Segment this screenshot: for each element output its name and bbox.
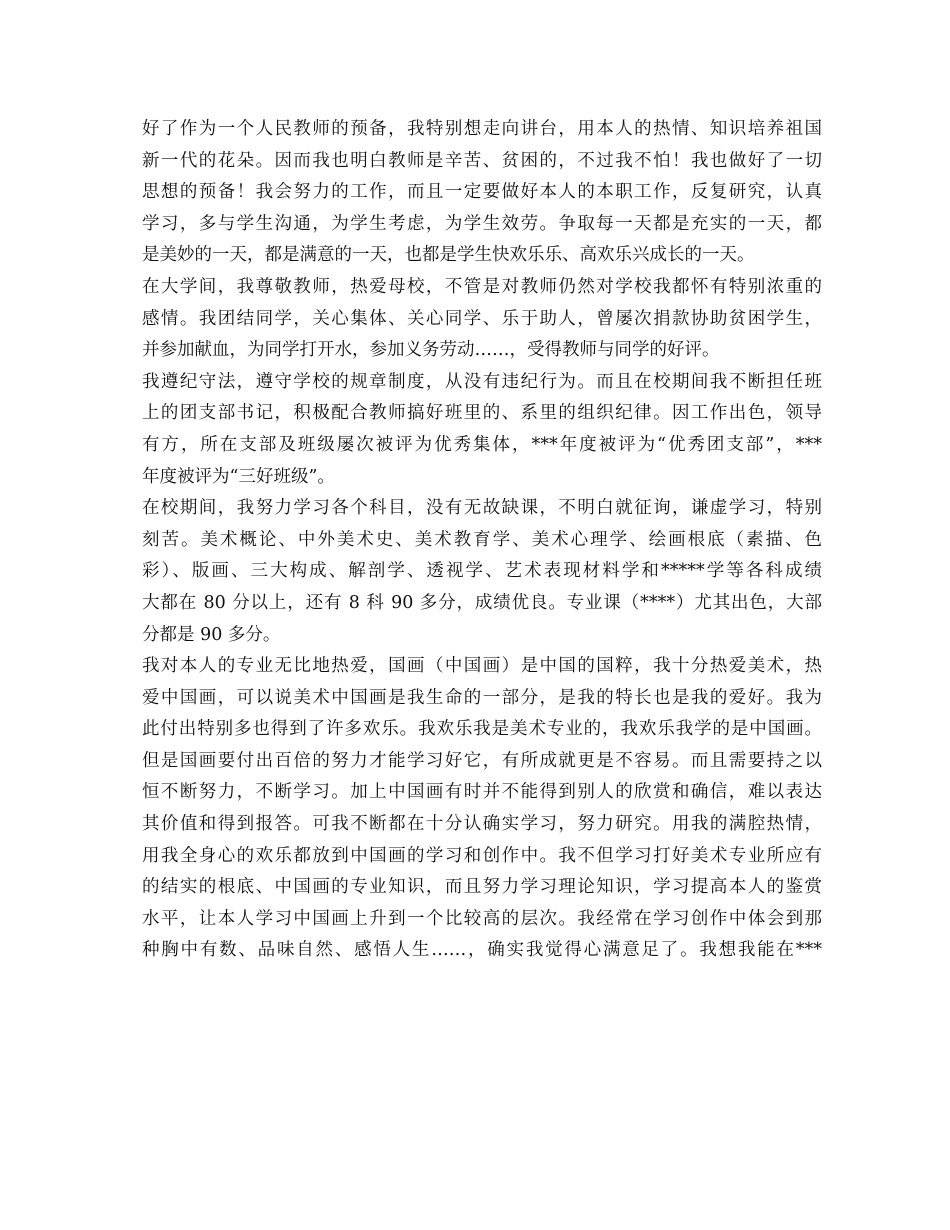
text-line: 思想的预备！我会努力的工作，而且一定要做好本人的本职工作，反复研究，认真 xyxy=(142,182,822,203)
text-line: 爱中国画，可以说美术中国画是我生命的一部分，是我的特长也是我的爱好。我为 xyxy=(142,687,822,708)
paragraph xyxy=(142,272,822,367)
text-line: 的结实的根底、中国画的专业知识，而且努力学习理论知识，学习提高本人的鉴赏 xyxy=(142,877,822,898)
document-body xyxy=(142,114,822,967)
text-line: 此付出特别多也得到了许多欢乐。我欢乐我是美术专业的，我欢乐我学的是中国画。 xyxy=(142,719,822,740)
text-line: 上的团支部书记，积极配合教师搞好班里的、系里的组织纪律。因工作出色，领导 xyxy=(142,403,822,424)
text-line: 刻苦。美术概论、中外美术史、美术教育学、美术心理学、绘画根底（素描、色 xyxy=(142,529,822,550)
text-line: 新一代的花朵。因而我也明白教师是辛苦、贫困的，不过我不怕！我也做好了一切 xyxy=(142,150,822,171)
text-line: 我遵纪守法，遵守学校的规章制度，从没有违纪行为。而且在校期间我不断担任班 xyxy=(142,371,822,392)
text-line: 其价值和得到报答。可我不断都在十分认确实学习，努力研究。用我的满腔热情， xyxy=(142,814,822,835)
text-line: 用我全身心的欢乐都放到中国画的学习和创作中。我不但学习打好美术专业所应有 xyxy=(142,845,822,866)
paragraph xyxy=(142,493,822,651)
text-line: 学习，多与学生沟通，为学生考虑，为学生效劳。争取每一天都是充实的一天，都 xyxy=(142,213,822,234)
text-line: 并参加献血，为同学打开水，参加义务劳动……，受得教师与同学的好评。 xyxy=(142,340,720,361)
text-line: 有方，所在支部及班级屡次被评为优秀集体，***年度被评为“优秀团支部”，*** xyxy=(142,434,822,455)
text-line: 分都是 90 多分。 xyxy=(142,624,281,645)
text-line: 彩）、版画、三大构成、解剖学、透视学、艺术表现材料学和*****学等各科成绩 xyxy=(142,561,822,582)
text-line: 在校期间，我努力学习各个科目，没有无故缺课，不明白就征询，谦虚学习，特别 xyxy=(142,498,822,519)
text-line: 在大学间，我尊敬教师，热爱母校，不管是对教师仍然对学校我都怀有特别浓重的 xyxy=(142,276,822,297)
text-line: 但是国画要付出百倍的努力才能学习好它，有所成就更是不容易。而且需要持之以 xyxy=(142,750,822,771)
text-line: 好了作为一个人民教师的预备，我特别想走向讲台，用本人的热情、知识培养祖国 xyxy=(142,119,822,139)
text-line: 种胸中有数、品味自然、感悟人生……，确实我觉得心满意足了。我想我能在*** xyxy=(142,940,822,961)
text-line: 我对本人的专业无比地热爱，国画（中国画）是中国的国粹，我十分热爱美术，热 xyxy=(142,656,822,677)
paragraph xyxy=(142,651,822,967)
paragraph xyxy=(142,367,822,493)
text-line: 年度被评为“三好班级”。 xyxy=(142,466,335,487)
text-line: 感情。我团结同学，关心集体、关心同学、乐于助人，曾屡次捐款协助贫困学生， xyxy=(142,308,822,329)
text-line: 是美妙的一天，都是满意的一天，也都是学生快欢乐乐、高欢乐兴成长的一天。 xyxy=(142,245,755,266)
paragraph xyxy=(142,114,822,272)
text-line: 恒不断努力，不断学习。加上中国画有时并不能得到别人的欣赏和确信，难以表达 xyxy=(142,782,822,803)
text-line: 水平，让本人学习中国画上升到一个比较高的层次。我经常在学习创作中体会到那 xyxy=(142,908,822,929)
text-line: 大都在 80 分以上，还有 8 科 90 多分，成绩优良。专业课（****）尤其出色，大部 xyxy=(142,592,822,613)
